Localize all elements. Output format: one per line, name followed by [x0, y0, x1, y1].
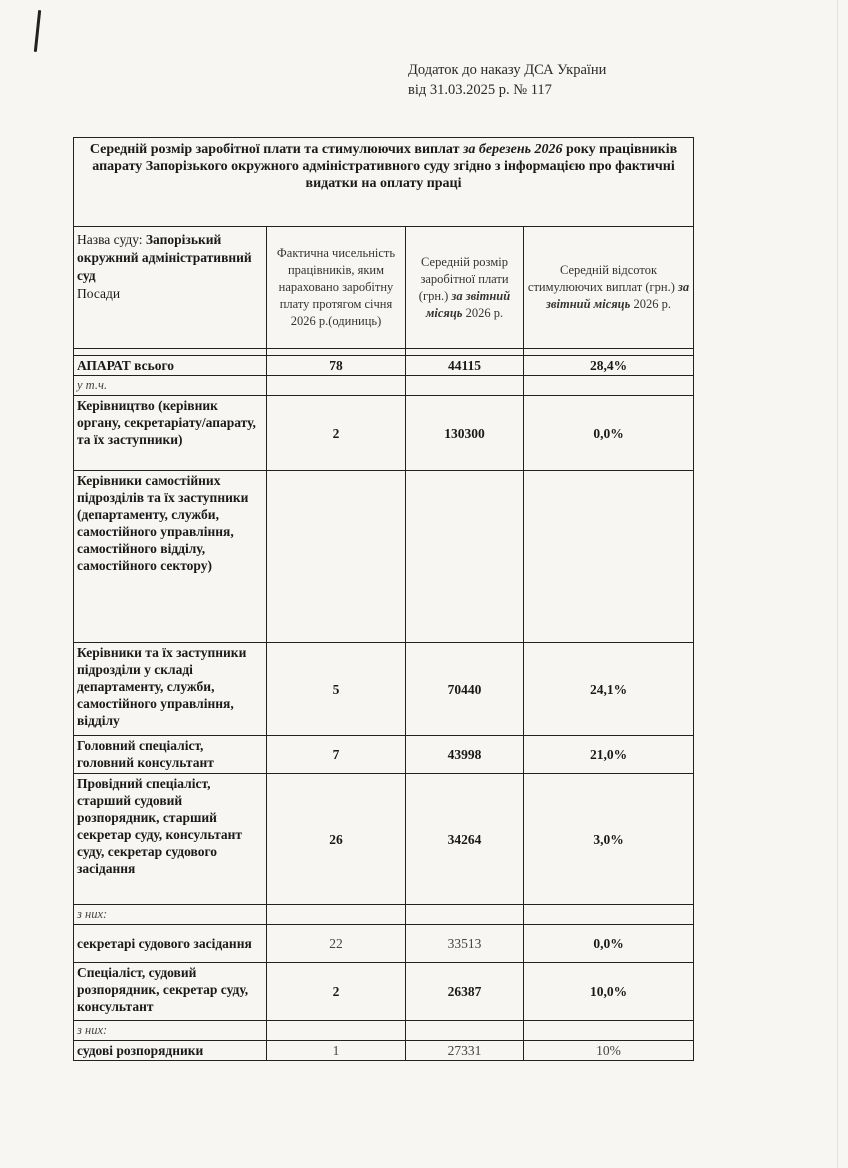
row-count: 5	[267, 643, 406, 736]
salary-table	[73, 137, 694, 1061]
row-salary: 33513	[406, 925, 524, 963]
table-row	[74, 925, 694, 963]
table-row	[74, 774, 694, 905]
appendix-note	[408, 60, 606, 100]
table-row	[74, 643, 694, 736]
row-count: 26	[267, 774, 406, 905]
bonus-head-part-1: Середній відсоток стимулюючих виплат (грн.)	[527, 263, 678, 294]
row-percent: 10%	[524, 1041, 694, 1061]
title-part-1: Середній розмір заробітної плати та стимулюючих виплат	[89, 142, 463, 157]
total-salary: 44115	[406, 356, 524, 376]
row-count: 7	[267, 736, 406, 774]
header-positions	[74, 227, 267, 349]
row-salary: 26387	[406, 963, 524, 1021]
row-percent	[524, 471, 694, 643]
row-count: 2	[267, 396, 406, 471]
table-row	[74, 396, 694, 471]
table-row-of-them	[74, 905, 694, 925]
table-row	[74, 963, 694, 1021]
row-label: Провідний спеціаліст, старший судовий розпорядник, старший секретар суду, консультант суду, секретар судового засідання	[74, 774, 267, 905]
table-row-including	[74, 376, 694, 396]
bonus-head-em: за звітний місяць	[546, 280, 690, 311]
row-salary: 70440	[406, 643, 524, 736]
row-label: Керівники самостійних підрозділів та їх заступники (департаменту, служби, самостійного управління, самостійного відділу, самостійного сектору)	[74, 471, 267, 643]
header-salary	[406, 227, 524, 349]
of-them-label: з них:	[74, 1021, 267, 1041]
row-salary	[406, 471, 524, 643]
total-count: 78	[267, 356, 406, 376]
row-label: Спеціаліст, судовий розпорядник, секретар суду, консультант	[74, 963, 267, 1021]
row-salary: 130300	[406, 396, 524, 471]
salary-head-part-2: 2026 р.	[462, 305, 504, 320]
row-percent: 21,0%	[524, 736, 694, 774]
title-part-2: року працівників апарату Запорізького окружного адміністративного суду згідно з інформацією про фактичні видатки на оплату праці	[92, 142, 678, 191]
court-label: Назва суду:	[77, 232, 146, 247]
row-label: Головний спеціаліст, головний консультант	[74, 736, 267, 774]
total-label: АПАРАТ всього	[74, 356, 267, 376]
header-bonus	[524, 227, 694, 349]
salary-head-part-1: Середній розмір заробітної плати (грн.)	[418, 254, 509, 303]
row-count: 1	[267, 1041, 406, 1061]
of-them-label: з них:	[74, 905, 267, 925]
row-percent: 0,0%	[524, 925, 694, 963]
title-period: за березень 2026	[462, 142, 563, 157]
table-row-total	[74, 356, 694, 376]
row-percent: 3,0%	[524, 774, 694, 905]
salary-head-em: за звітний місяць	[425, 288, 511, 320]
total-percent: 28,4%	[524, 356, 694, 376]
row-label: судові розпорядники	[74, 1041, 267, 1061]
row-label: Керівництво (керівник органу, секретаріату/апарату, та їх заступники)	[74, 396, 267, 471]
row-count: 2	[267, 963, 406, 1021]
table-row-of-them	[74, 1021, 694, 1041]
row-count	[267, 471, 406, 643]
row-percent: 10,0%	[524, 963, 694, 1021]
row-percent: 0,0%	[524, 396, 694, 471]
table-row	[74, 1041, 694, 1061]
including-label: у т.ч.	[74, 376, 267, 396]
row-label: секретарі судового засідання	[74, 925, 267, 963]
header-headcount: Фактична чисельність працівників, яким нараховано заробітну плату протягом січня 2026 р.(одиниць)	[267, 227, 406, 349]
row-percent: 24,1%	[524, 643, 694, 736]
table-row	[74, 736, 694, 774]
bonus-head-part-2: 2026 р.	[630, 297, 671, 311]
scan-pen-mark	[34, 10, 41, 52]
row-label: Керівники та їх заступники підрозділи у складі департаменту, служби, самостійного управління, відділу	[74, 643, 267, 736]
row-salary: 27331	[406, 1041, 524, 1061]
table-row	[74, 471, 694, 643]
court-name: Запорізький окружний адміністративний суд	[77, 232, 252, 283]
page-edge-line	[837, 0, 838, 1168]
row-count: 22	[267, 925, 406, 963]
appendix-line-2: від 31.03.2025 р. № 117	[408, 82, 552, 98]
appendix-line-1: Додаток до наказу ДСА України	[408, 62, 607, 78]
row-salary: 43998	[406, 736, 524, 774]
table-title	[74, 138, 694, 227]
header-row	[74, 227, 694, 349]
row-salary: 34264	[406, 774, 524, 905]
positions-label: Посади	[77, 286, 121, 301]
